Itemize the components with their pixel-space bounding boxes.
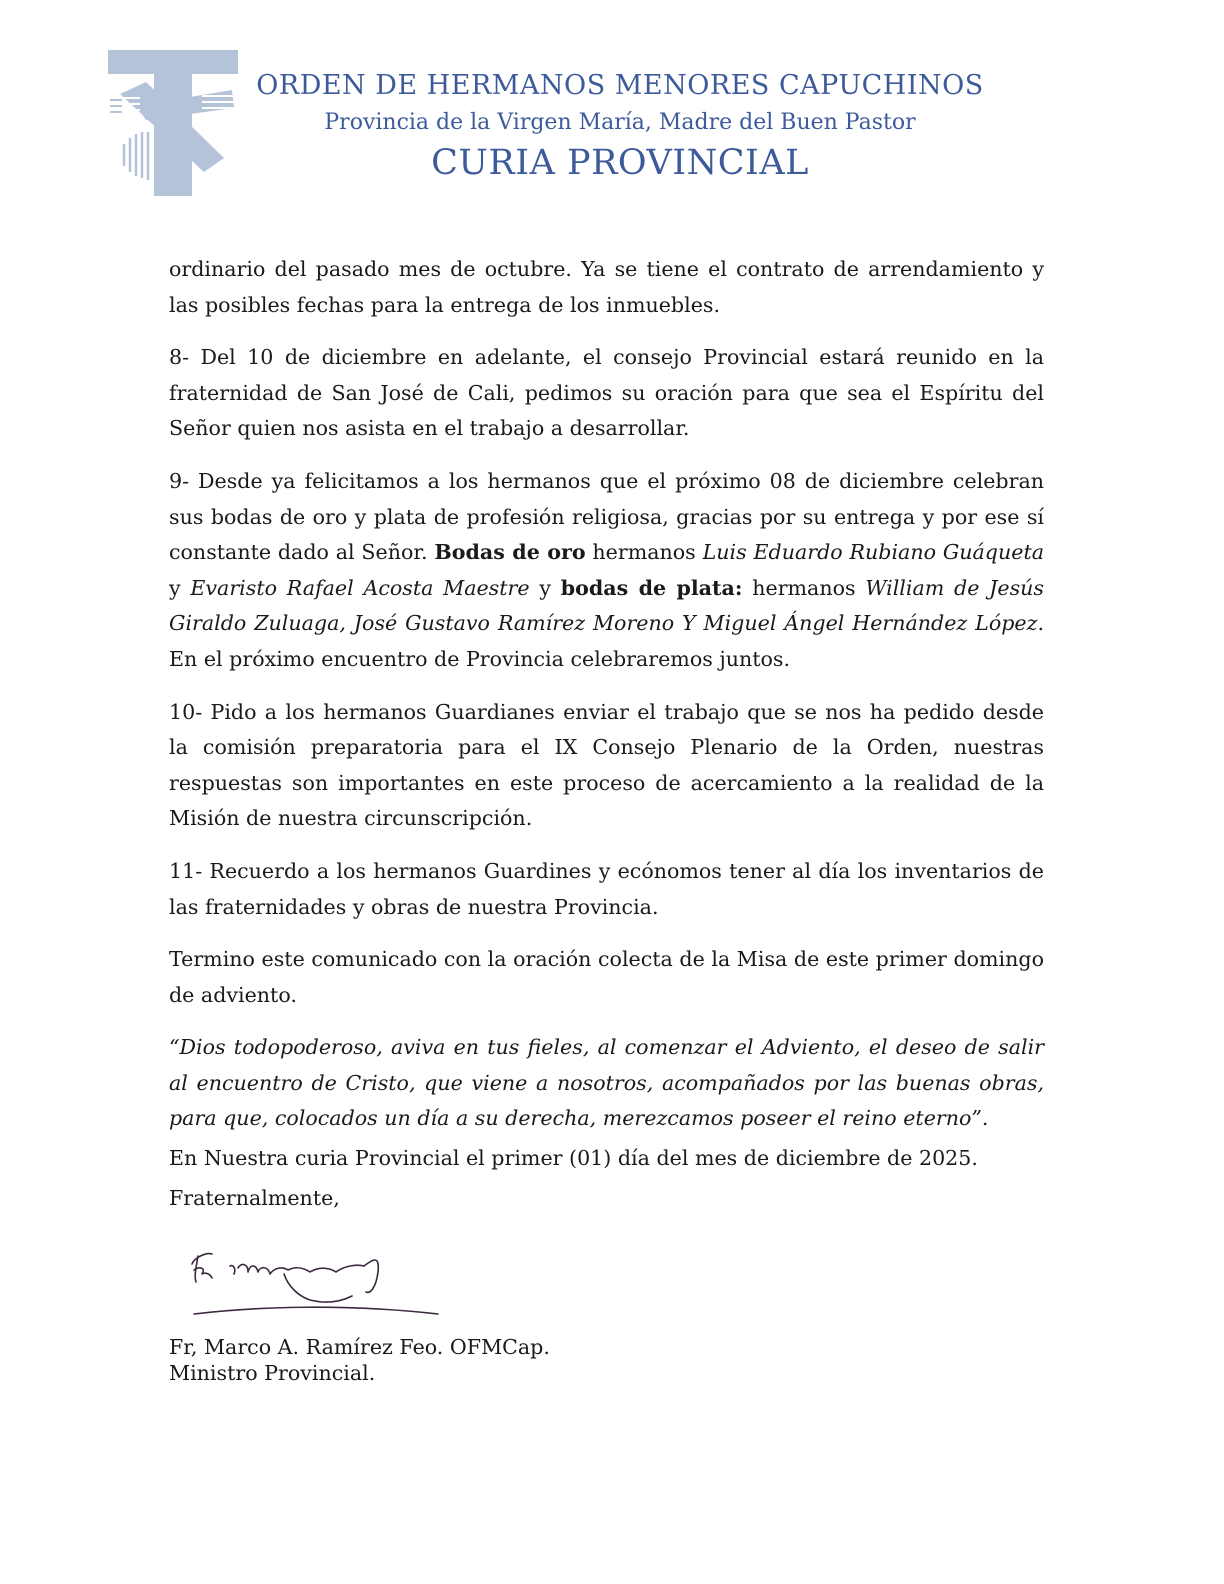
signatory-name: Fr, Marco A. Ramírez Feo. OFMCap.	[169, 1335, 550, 1359]
gold-name-1: Luis Eduardo Rubiano Guáqueta	[702, 540, 1044, 565]
province-subtitle: Provincia de la Virgen María, Madre del Buen Pastor	[324, 110, 916, 135]
advent-prayer: “Dios todopoderoso, aviva en tus fieles, al comenzar el Adviento, el deseo de salir al encuentro de Cristo, que viene a nosotros, acompañados por las buenas obras, para que, colocados un día a su derecha, merezcamos poseer el reino eterno”.	[169, 1035, 1044, 1131]
paragraph-item-10: 10- Pido a los hermanos Guardianes enviar el trabajo que se nos ha pedido desde la comisión preparatoria para el IX Consejo Plenario de la Orden, nuestras respuestas son importantes en este proceso de acercamiento a la realidad de la Misión de nuestra circunscripción.	[169, 699, 1044, 831]
p9-intro: 9- Desde ya felicitamos a los hermanos que el próximo 08 de diciembre celebran sus bodas de oro y plata de profesión religiosa, gracias por su entrega y por ese sí constante dado al Señor.	[169, 468, 1044, 565]
curia-title: CURIA PROVINCIAL	[431, 143, 809, 183]
letter-body	[169, 252, 1044, 1216]
signatory-block	[169, 1334, 550, 1386]
gold-anniversary-label: Bodas de oro	[434, 540, 586, 565]
closing-intro: Termino este comunicado con la oración colecta de la Misa de este primer domingo de adviento.	[169, 947, 1044, 1007]
farewell: Fraternalmente,	[169, 1185, 340, 1210]
paragraph-continuation: ordinario del pasado mes de octubre. Ya se tiene el contrato de arrendamiento y las posibles fechas para la entrega de los inmuebles.	[169, 257, 1044, 317]
paragraph-item-8: 8- Del 10 de diciembre en adelante, el consejo Provincial estará reunido en la fraternidad de San José de Cali, pedimos su oración para que sea el Espíritu del Señor quien nos asista en el trabajo a desarrollar.	[169, 345, 1044, 441]
silver-anniversary-label: bodas de plata:	[560, 575, 743, 600]
capuchin-logo-icon	[106, 48, 240, 198]
p9-y2: y	[529, 575, 561, 600]
silver-names: William de Jesús Giraldo Zuluaga, José Gustavo Ramírez Moreno Y Miguel Ángel Hernández López	[169, 575, 1045, 636]
signature-icon	[180, 1244, 450, 1324]
gold-name-2: Evaristo Rafael Acosta Maestre	[190, 575, 530, 600]
signatory-title: Ministro Provincial.	[169, 1361, 376, 1385]
p9-gold-hermanos: hermanos	[585, 540, 703, 565]
paragraph-item-9	[169, 464, 1044, 678]
p9-silver-hermanos: hermanos	[742, 575, 866, 600]
paragraph-item-11: 11- Recuerdo a los hermanos Guardines y ecónomos tener al día los inventarios de las fraternidades y obras de nuestra Provincia.	[169, 858, 1044, 919]
date-line: En Nuestra curia Provincial el primer (01) día del mes de diciembre de 2025.	[169, 1146, 978, 1171]
p9-y1: y	[169, 575, 191, 600]
order-title: ORDEN DE HERMANOS MENORES CAPUCHINOS	[256, 70, 984, 101]
p9-closing: . En el próximo encuentro de Provincia celebraremos juntos.	[169, 611, 1044, 671]
